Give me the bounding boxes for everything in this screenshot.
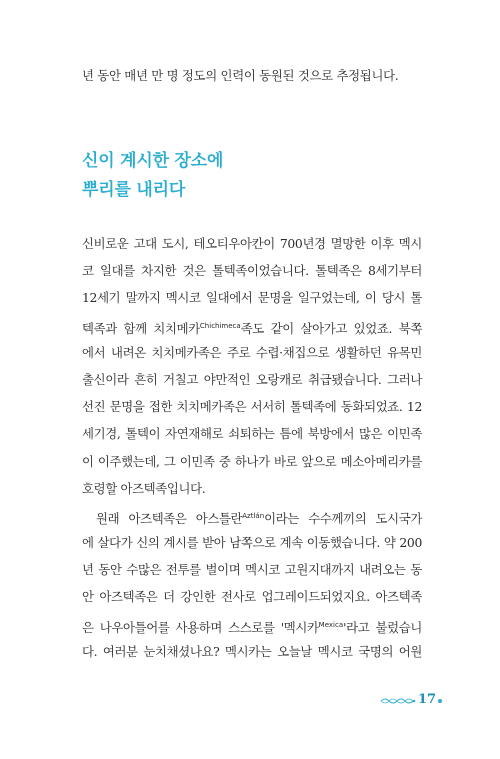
text-line [82, 642, 422, 669]
text-run: 에 살다가 신의 계시를 받아 남쪽으로 계속 이동했습니다. 약 200 [82, 535, 422, 551]
text-run: 에서 내려온 치치메카족은 주로 수렵·채집으로 생활하던 유목민 [82, 344, 422, 360]
section-heading-line-2: 뿌리를 내리다 [82, 180, 186, 200]
text-line [82, 234, 422, 261]
page-number: 17 [418, 692, 437, 707]
text-run: 12세기 말까지 멕시코 일대에서 문명을 일구었는데, 이 당시 톨 [82, 290, 422, 306]
text-run: 신비로운 고대 도시, 테오티우아칸이 700년경 멸망한 이후 멕시 [82, 236, 422, 251]
original-term-gloss: Aztlán [242, 511, 265, 520]
text-line [82, 424, 422, 451]
text-run: 텍족과 함께 치치메카 [82, 320, 200, 336]
text-run: 호령할 아즈텍족입니다. [82, 480, 206, 496]
paragraph [82, 234, 422, 506]
paragraph [82, 506, 422, 669]
original-term-gloss: Mexica [318, 620, 344, 629]
page-folio [380, 692, 450, 710]
text-line [82, 506, 422, 533]
body-text [82, 234, 422, 669]
text-line [82, 452, 422, 479]
text-run: 년 동안 수많은 전투를 벌이며 멕시코 고원지대까지 내려오는 동 [82, 562, 422, 578]
text-line [82, 560, 422, 587]
text-line [82, 587, 422, 614]
text-run: '라고 불렀습니 [343, 619, 422, 635]
text-run: 은 나우아틀어를 사용하며 스스로를 '멕시카 [82, 619, 319, 635]
text-run: 세기경, 톨텍이 자연재해로 쇠퇴하는 틈에 북방에서 많은 이민족 [82, 426, 422, 442]
text-line [82, 615, 422, 642]
text-line [82, 370, 422, 397]
text-line [82, 316, 422, 343]
text-line [82, 479, 422, 506]
text-run: 원래 아즈텍족은 아스틀란 [96, 510, 243, 526]
text-run: 선진 문명을 접한 치치메카족은 서서히 톨텍족에 동화되었죠. 12 [82, 399, 422, 415]
text-run: 이라는 수수께끼의 도시국가 [264, 510, 422, 526]
text-run: 코 일대를 차지한 것은 톨텍족이었습니다. 톨텍족은 8세기부터 [82, 263, 422, 279]
text-run: 출신이라 흔히 거칠고 야만적인 오랑캐로 취급됐습니다. 그러나 [82, 371, 422, 387]
text-line [82, 288, 422, 315]
text-line [82, 397, 422, 424]
folio-dot-icon [438, 699, 442, 703]
text-run: 족도 같이 살아가고 있었죠. 북쪽 [240, 320, 422, 336]
text-line [82, 261, 422, 288]
text-run: 이 이주했는데, 그 이민족 중 하나가 바로 앞으로 메소아메리카를 [82, 453, 422, 469]
text-run: 안 아즈텍족은 더 강인한 전사로 업그레이드되었지요. 아즈텍족 [82, 589, 422, 605]
text-line [82, 533, 422, 560]
original-term-gloss: Chichimeca [199, 321, 241, 330]
continued-text-line: 년 동안 매년 만 명 정도의 인력이 동원된 것으로 추정됩니다. [82, 68, 399, 83]
section-heading [82, 147, 223, 205]
text-run: 다. 여러분 눈치채셨나요? 멕시카는 오늘날 멕시코 국명의 어원 [82, 643, 422, 659]
text-line [82, 343, 422, 370]
vine-ornament-icon [380, 697, 416, 705]
section-heading-line-1: 신이 계시한 장소에 [82, 151, 224, 171]
